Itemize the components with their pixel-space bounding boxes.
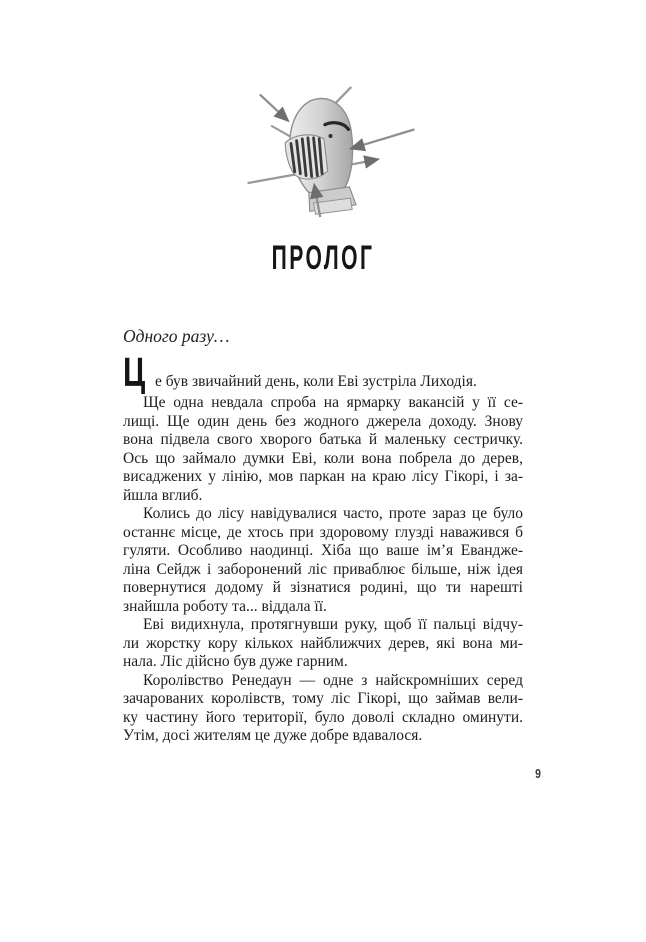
paragraph: [123, 672, 523, 746]
text-line: гуляти. Особливо наодинці. Хіба що ваше ім’я Евандже-: [123, 542, 523, 559]
knight-helmet-arrows-icon: [218, 86, 428, 218]
paragraph: [123, 505, 523, 616]
text-line: знайшла роботу та... віддала її.: [123, 597, 327, 615]
paragraph: [123, 394, 523, 505]
text-line: лищі. Ще один день без жодного джерела доходу. Знову: [123, 412, 523, 430]
chapter-title: ПРОЛОГ: [271, 239, 375, 277]
paragraph: [123, 616, 523, 672]
text-line: Королівство Ренедаун — одне з найскромніших серед: [143, 671, 523, 689]
paragraph: [123, 349, 523, 395]
text-line: ли жорстку кору кількох найближчих дерев, які вона ми-: [123, 634, 523, 652]
text-line: Еві видихнула, протягнувши руку, щоб її пальці відчу-: [143, 616, 523, 633]
text-line: ку частину його території, було доволі складно оминути.: [123, 708, 523, 726]
text-line: Ось що займало думки Еві, коли вона побрела до дерев,: [123, 449, 523, 467]
text-line: ліна Сейдж і заборонений ліс приваблює більше, ніж ідея: [123, 560, 523, 578]
text-line: Утім, досі жителям це дуже добре вдавалося.: [123, 727, 423, 744]
text-line: Колись до лісу навідувалися часто, проте зараз це було: [143, 505, 523, 522]
text-line: повернутися додому й зізнатися родині, що ти нарешті: [123, 579, 523, 596]
intro-line: Одного разу…: [123, 326, 230, 346]
text-line: останнє місце, де хтось при здоровому глузді наважився б: [123, 523, 523, 541]
body-text: [123, 349, 523, 746]
text-line: висаджених у лінію, мов паркан на краю лісу Гікорі, і за-: [123, 468, 523, 485]
text-line: Ще одна невдала спроба на ярмарку вакансій у її се-: [143, 394, 523, 411]
text-line: вона підвела свого хворого батька й маленьку сестричку.: [123, 431, 523, 448]
page-number: 9: [535, 766, 541, 781]
text-line: зачарованих королівств, тому ліс Гікорі, що займав вели-: [123, 690, 523, 707]
text-line: нала. Ліс дійсно був дуже гарним.: [123, 653, 348, 670]
knight-helmet-illustration: [218, 86, 428, 218]
drop-cap: Ц: [123, 349, 146, 395]
text-line: йшла вглиб.: [123, 486, 203, 504]
text-line: Це був звичайний день, коли Еві зустріла Лиходія.: [123, 349, 477, 395]
